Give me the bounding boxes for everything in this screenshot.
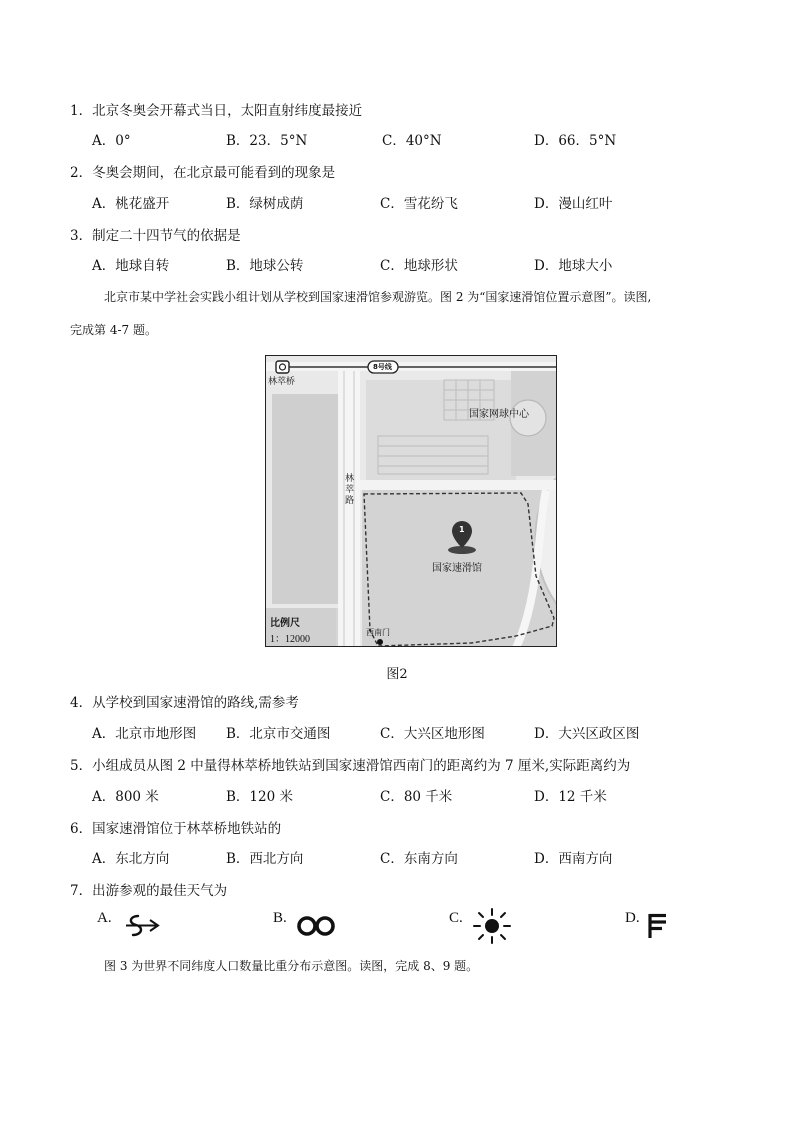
q3-option-b: B．地球公转 bbox=[226, 258, 304, 274]
marker-number: 1 bbox=[459, 525, 465, 534]
q7-option-c: C. bbox=[449, 910, 463, 926]
q3-option-a: A．地球自转 bbox=[92, 258, 170, 274]
q3-option-d: D．地球大小 bbox=[534, 258, 613, 274]
q2-option-a: A．桃花盛开 bbox=[92, 196, 170, 212]
sunny-icon bbox=[472, 908, 512, 944]
intro-2: 图 3 为世界不同纬度人口数量比重分布示意图。读图，完成 8、9 题。 bbox=[104, 959, 479, 973]
road-label-char-3: 路 bbox=[345, 496, 355, 506]
q1-option-d: D．66．5°N bbox=[534, 133, 617, 149]
q2-option-c: C．雪花纷飞 bbox=[380, 196, 458, 212]
q4-option-d: D．大兴区政区图 bbox=[534, 726, 640, 742]
question-6-stem: 6．国家速滑馆位于林萃桥地铁站的 bbox=[70, 821, 282, 837]
question-7-stem: 7．出游参观的最佳天气为 bbox=[70, 883, 228, 899]
road-label-char-2: 萃 bbox=[345, 485, 355, 495]
question-4-stem: 4．从学校到国家速滑馆的路线,需参考 bbox=[70, 695, 299, 711]
figure-caption: 图2 bbox=[386, 667, 408, 682]
q6-option-d: D．西南方向 bbox=[534, 851, 613, 867]
metro-station-icon bbox=[276, 361, 289, 373]
sandstorm-icon bbox=[120, 912, 164, 940]
q1-option-c: C．40°N bbox=[382, 133, 442, 149]
q6-option-b: B．西北方向 bbox=[226, 851, 304, 867]
east-west-road bbox=[360, 480, 557, 490]
q6-option-c: C．东南方向 bbox=[380, 851, 458, 867]
q7-option-a: A. bbox=[97, 910, 112, 926]
question-3-stem: 3．制定二十四节气的依据是 bbox=[70, 228, 241, 244]
q2-option-d: D．漫山红叶 bbox=[534, 196, 613, 212]
q1-option-a: A．0° bbox=[92, 133, 131, 149]
road-label-char-1: 林 bbox=[345, 474, 355, 484]
q1-option-b: B．23．5°N bbox=[226, 133, 308, 149]
q5-option-d: D．12 千米 bbox=[534, 789, 607, 805]
lincui-road bbox=[338, 371, 360, 647]
question-5-stem: 5．小组成员从图 2 中量得林萃桥地铁站到国家速滑馆西南门的距离约为 7 厘米,实际距离约为 bbox=[70, 758, 631, 774]
tennis-center-label: 国家网球中心 bbox=[469, 409, 529, 420]
q4-option-a: A．北京市地形图 bbox=[92, 726, 197, 742]
haze-icon bbox=[295, 914, 339, 938]
metro-line-label: 8号线 bbox=[373, 363, 392, 371]
gate-dot bbox=[377, 639, 383, 645]
question-1-stem: 1．北京冬奥会开幕式当日，太阳直射纬度最接近 bbox=[70, 103, 363, 119]
intro-line-2: 完成第 4-7 题。 bbox=[70, 323, 157, 337]
q7-option-d: D. bbox=[625, 910, 640, 926]
gate-label: 西南门 bbox=[366, 628, 390, 637]
question-2-stem: 2．冬奥会期间，在北京最可能看到的现象是 bbox=[70, 165, 336, 181]
map-figure bbox=[265, 355, 557, 647]
q4-option-b: B．北京市交通图 bbox=[226, 726, 331, 742]
parcel-west bbox=[272, 394, 338, 604]
q6-option-a: A．东北方向 bbox=[92, 851, 170, 867]
windy-icon bbox=[646, 912, 670, 940]
scale-title: 比例尺 bbox=[270, 618, 300, 629]
q7-option-b: B. bbox=[273, 910, 287, 926]
q3-option-c: C．地球形状 bbox=[380, 258, 458, 274]
q5-option-a: A．800 米 bbox=[92, 789, 159, 805]
map-graphic bbox=[266, 356, 557, 647]
intro-line-1: 北京市某中学社会实践小组计划从学校到国家速滑馆参观游览。图 2 为“国家速滑馆位置示意图”。读图, bbox=[104, 290, 652, 304]
q5-option-c: C．80 千米 bbox=[380, 789, 453, 805]
q4-option-c: C．大兴区地形图 bbox=[380, 726, 485, 742]
scale-value: 1：12000 bbox=[270, 634, 310, 645]
venue-label: 国家速滑馆 bbox=[432, 563, 482, 574]
station-label: 林萃桥 bbox=[268, 377, 296, 387]
q5-option-b: B．120 米 bbox=[226, 789, 293, 805]
q2-option-b: B．绿树成荫 bbox=[226, 196, 304, 212]
